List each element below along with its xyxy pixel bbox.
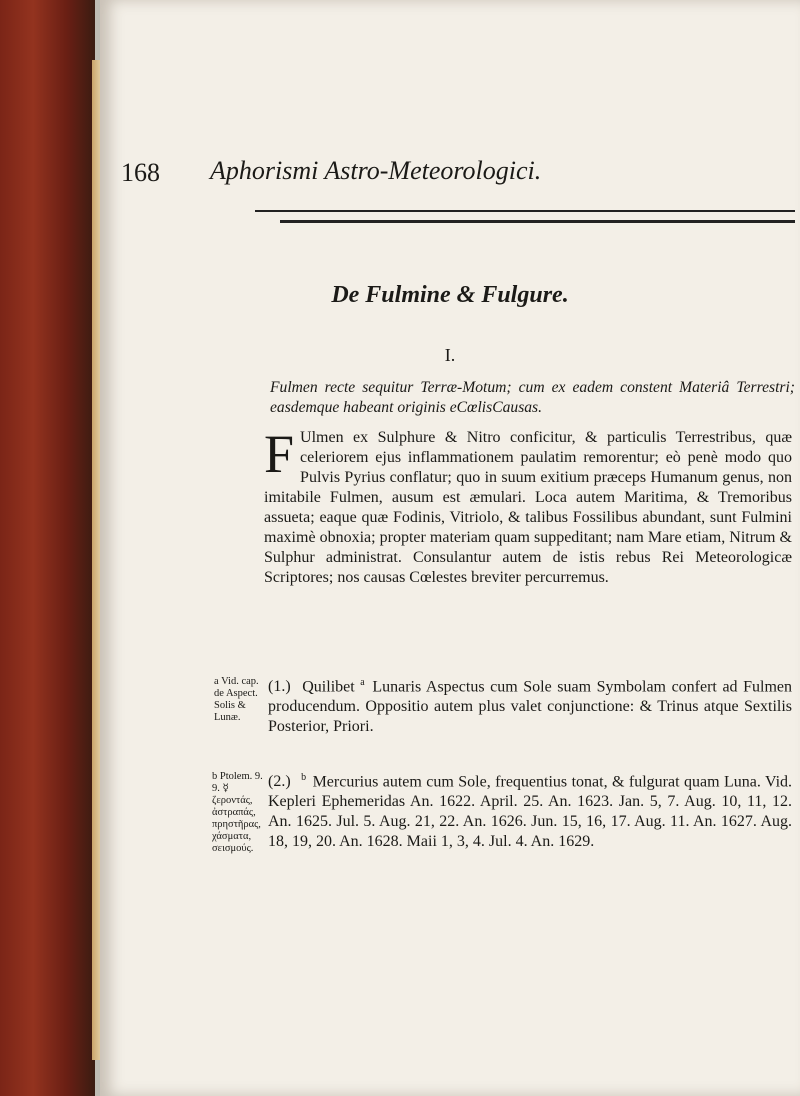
header-rule-thick (280, 220, 795, 223)
aphorism-number: (1.) (268, 678, 291, 696)
aphorism-text: Mercurius autem cum Sole, frequentius tonat, & fulgurat quam Luna. Vid. Kepleri Ephemeridas An. 1622. April. 25. An. 1623. Jan. 5, 7. Aug. 10, 11, 12. An. 1625. Jul. 5. Aug. 21, 22. An. 1626. Jun. 15, 16, 17. Aug. 11. An. 1627. Aug. 18, 19, 20. An. 1628. Maii 1, 3, 4. Jul. 4. An. 1629. (268, 773, 793, 851)
running-head: Aphorismi Astro-Meteorologici. (210, 156, 542, 185)
footnote-mark: b (301, 772, 307, 783)
section-summary: Fulmen recte sequitur Terræ-Motum; cum ex eadem constent Materiâ Terrestri; easdemque habeant originis eCœlisCausas. (270, 379, 795, 416)
drop-cap: F (264, 424, 295, 484)
book-binding (0, 0, 95, 1096)
page-number: 168 (121, 158, 160, 187)
aphorism-text-start: Quilibet (302, 678, 355, 696)
book-page (100, 0, 800, 1096)
body-paragraph (264, 424, 792, 588)
section-title: De Fulmine & Fulgure. (331, 282, 569, 308)
page-header (100, 150, 800, 190)
aphorism-1 (268, 673, 792, 737)
aphorism-number: (2.) (268, 773, 291, 791)
footnote-mark: a (360, 677, 365, 688)
section-number: I. (444, 345, 456, 365)
body-text: Ulmen ex Sulphure & Nitro conficitur, & particulis Terrestribus, quæ celeriorem ejus inflammationem paulatim remorentur; eò penè modo quo Pulvis Pyrius conflatur; quo in suum exitium præceps Humanum genus, non imitabile Fulmen, ausum est æmulari. Loca autem Maritima, & Tremoribus assueta; eaque quæ Fodinis, Vitriolo, & talibus Fossilibus abundant, sunt Fulmini maximè obnoxia; propter materiam quam suppeditant; nam Mare etiam, Nitrum & Sulphur administrat. Consulantur autem de istis rebus Rei Meteorologicæ Scriptores; nos causas Cœlestes breviter percurremus. (264, 429, 792, 586)
margin-note-a: a Vid. cap. de Aspect. Solis & Lunæ. (214, 676, 259, 723)
margin-note-b: b Ptolem. 9. 9. ☿ ζεροντάς, ἀστραπάς, πρηστῆρας, χάσματα, σεισμούς. (212, 771, 263, 854)
aphorism-text: Lunaris Aspectus cum Sole suam Symbolam confert ad Fulmen producendum. Oppositio autem plus valet conjunctione: & Trinus atque Sextilis Posterior, Priori. (268, 678, 793, 736)
aphorism-2 (268, 768, 792, 852)
header-rule-thin (255, 210, 795, 212)
